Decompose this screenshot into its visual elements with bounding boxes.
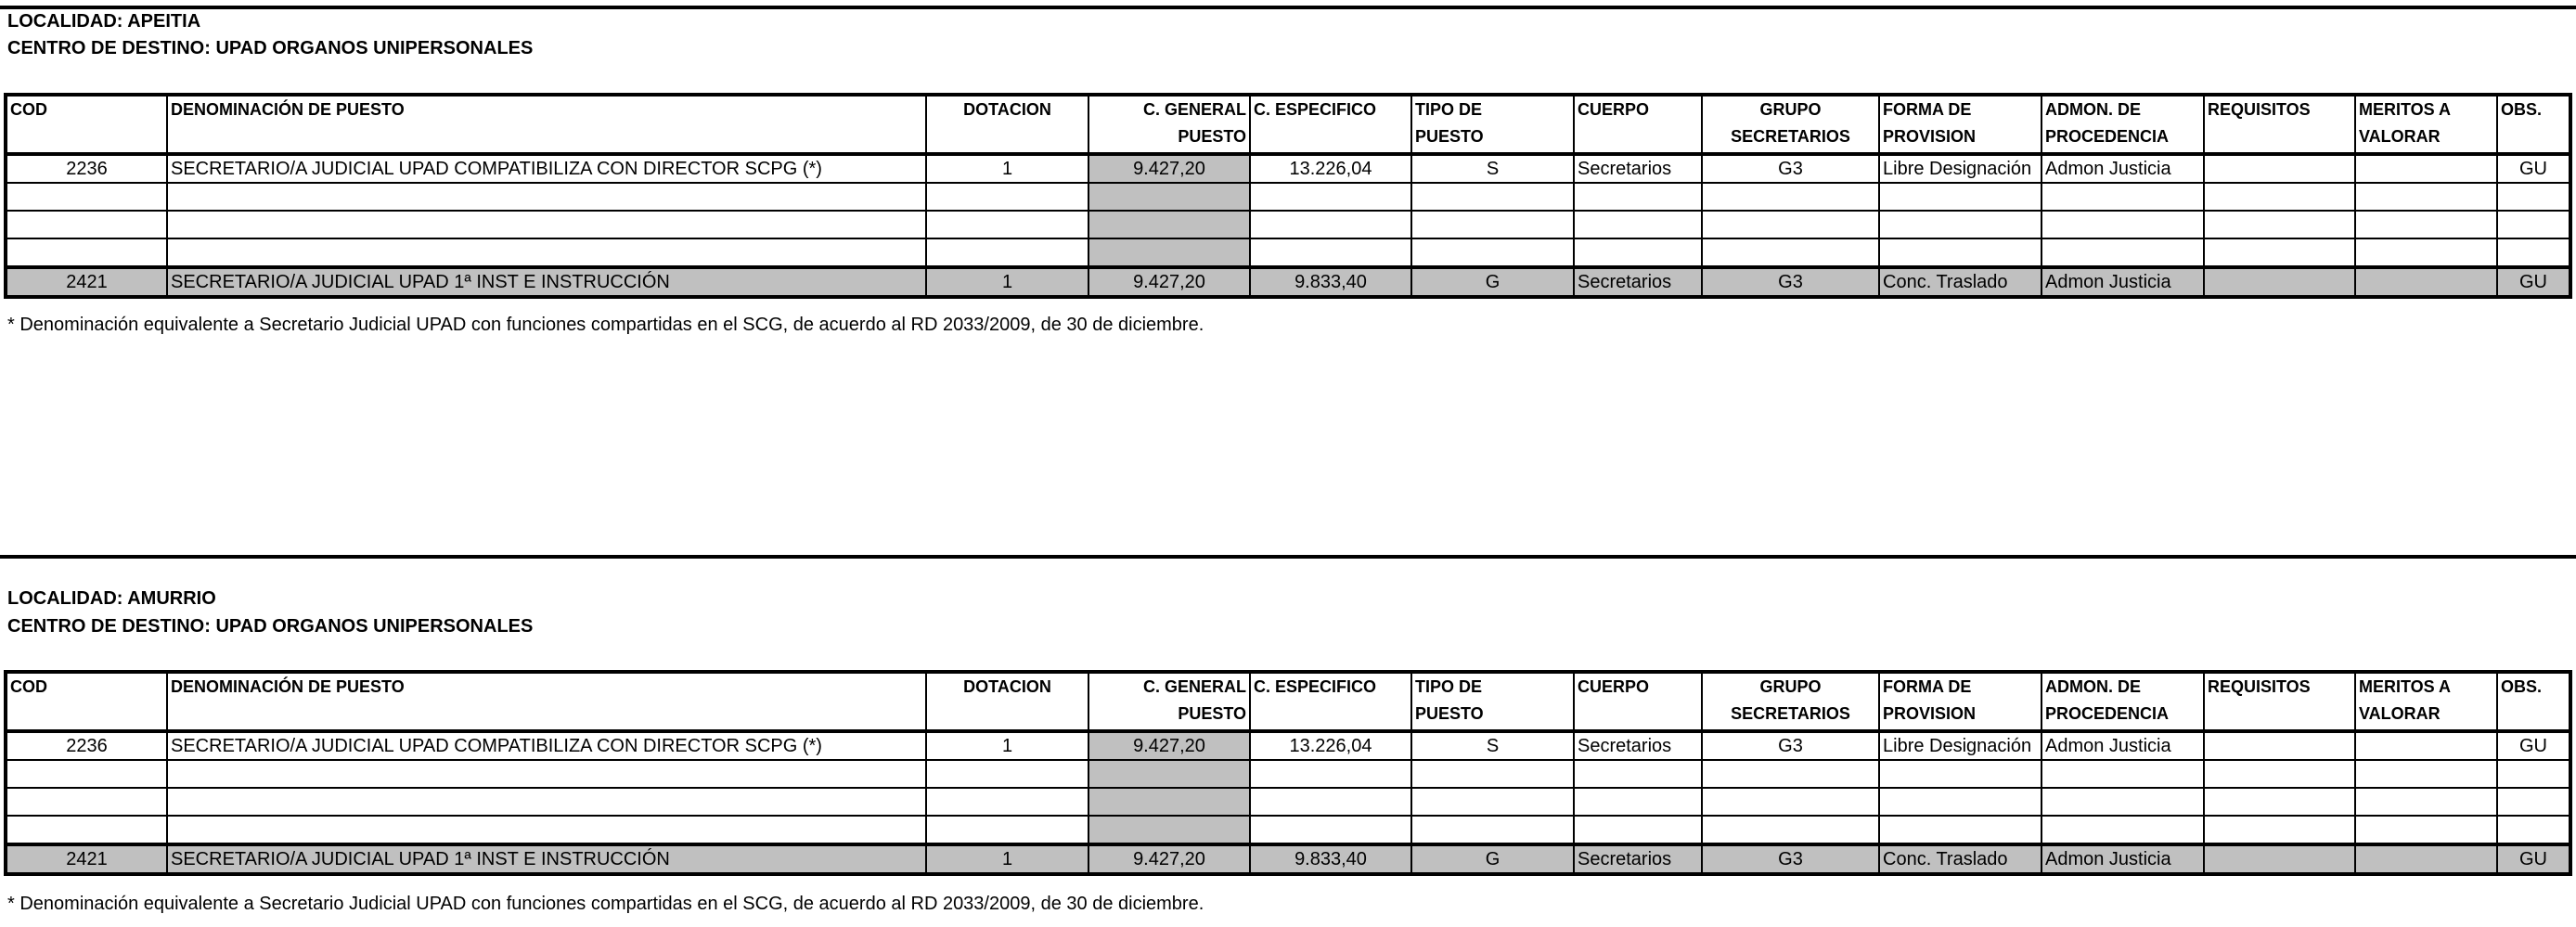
cell-obs: GU (2497, 267, 2570, 297)
col-header-c-especifico: C. ESPECIFICO (1250, 95, 1411, 154)
cell-c-especifico: 9.833,40 (1250, 844, 1411, 874)
col-header-tipo-line2: PUESTO (1415, 704, 1484, 723)
empty-cell (167, 816, 926, 844)
col-header-c-especifico: C. ESPECIFICO (1250, 672, 1411, 731)
cell-forma: Libre Designación (1879, 731, 2041, 760)
empty-cell (1411, 183, 1574, 211)
col-header-cuerpo: CUERPO (1574, 95, 1702, 154)
col-header-admon-line1: ADMON. DE (2045, 677, 2141, 696)
col-header-cod: COD (6, 95, 167, 154)
col-header-forma-line2: PROVISION (1883, 704, 1977, 723)
empty-cell (1250, 211, 1411, 238)
cell-denominacion: SECRETARIO/A JUDICIAL UPAD COMPATIBILIZA CON DIRECTOR SCPG (*) (167, 154, 926, 183)
empty-cell (2355, 816, 2497, 844)
empty-cell (1702, 211, 1879, 238)
col-header-grupo (1702, 95, 1879, 154)
empty-cell (2041, 760, 2204, 788)
empty-cell (2497, 816, 2570, 844)
empty-cell (1702, 816, 1879, 844)
cell-meritos (2355, 731, 2497, 760)
cell-c-general: 9.427,20 (1088, 267, 1250, 297)
footnote: * Denominación equivalente a Secretario Judicial UPAD con funciones compartidas en el SCG, de acuerdo al RD 2033/2009, de 30 de diciembre. (7, 894, 1204, 914)
cell-meritos (2355, 844, 2497, 874)
col-header-c-general (1088, 672, 1250, 731)
empty-cell (1574, 211, 1702, 238)
table-row-empty (6, 816, 2570, 844)
puestos-table (4, 670, 2572, 876)
table-row (6, 731, 2570, 760)
col-header-c-general-line1: C. GENERAL (1142, 677, 1246, 696)
empty-cell (926, 816, 1088, 844)
centro-destino-title: CENTRO DE DESTINO: UPAD ORGANOS UNIPERSONALES (7, 616, 534, 637)
col-header-dotacion: DOTACION (926, 672, 1088, 731)
empty-cell (6, 788, 167, 816)
empty-cell (6, 211, 167, 238)
empty-cell (1411, 760, 1574, 788)
col-header-dotacion: DOTACION (926, 95, 1088, 154)
table-row-empty (6, 238, 2570, 267)
empty-cell (1250, 816, 1411, 844)
col-header-admon-line1: ADMON. DE (2045, 100, 2141, 119)
col-header-obs: OBS. (2497, 672, 2570, 731)
cell-forma: Conc. Traslado (1879, 844, 2041, 874)
empty-cell (926, 788, 1088, 816)
table-row (6, 154, 2570, 183)
empty-cell (1879, 211, 2041, 238)
col-header-admon-line2: PROCEDENCIA (2045, 127, 2170, 146)
localidad-title: LOCALIDAD: APEITIA (7, 11, 201, 32)
col-header-forma (1879, 95, 2041, 154)
cell-c-especifico: 13.226,04 (1250, 731, 1411, 760)
empty-cell (1574, 816, 1702, 844)
cell-dotacion: 1 (926, 267, 1088, 297)
cell-tipo: G (1411, 844, 1574, 874)
cell-c-general: 9.427,20 (1088, 154, 1250, 183)
col-header-forma-line1: FORMA DE (1883, 100, 1972, 119)
empty-cell (2355, 760, 2497, 788)
empty-cell (926, 760, 1088, 788)
centro-destino-title: CENTRO DE DESTINO: UPAD ORGANOS UNIPERSONALES (7, 38, 534, 58)
table-header-row (6, 95, 2570, 154)
col-header-grupo (1702, 672, 1879, 731)
cell-denominacion: SECRETARIO/A JUDICIAL UPAD 1ª INST E INSTRUCCIÓN (167, 267, 926, 297)
cell-meritos (2355, 154, 2497, 183)
cell-cod: 2421 (6, 844, 167, 874)
cell-denominacion: SECRETARIO/A JUDICIAL UPAD 1ª INST E INSTRUCCIÓN (167, 844, 926, 874)
col-header-admon-line2: PROCEDENCIA (2045, 704, 2170, 723)
empty-cell (167, 788, 926, 816)
col-header-meritos (2355, 672, 2497, 731)
empty-cell (1088, 211, 1250, 238)
empty-cell (1574, 760, 1702, 788)
empty-cell (2041, 788, 2204, 816)
empty-cell (1250, 788, 1411, 816)
col-header-meritos-line1: MERITOS A (2359, 677, 2452, 696)
col-header-forma (1879, 672, 2041, 731)
col-header-grupo-line1: GRUPO (1759, 677, 1822, 696)
empty-cell (2497, 788, 2570, 816)
empty-cell (167, 238, 926, 267)
empty-cell (1879, 183, 2041, 211)
empty-cell (2041, 816, 2204, 844)
cell-requisitos (2204, 731, 2355, 760)
cell-cuerpo: Secretarios (1574, 267, 1702, 297)
cell-tipo: G (1411, 267, 1574, 297)
empty-cell (926, 238, 1088, 267)
cell-requisitos (2204, 154, 2355, 183)
col-header-admon (2041, 672, 2204, 731)
empty-cell (2204, 183, 2355, 211)
empty-cell (1702, 760, 1879, 788)
cell-admon: Admon Justicia (2041, 731, 2204, 760)
empty-cell (1879, 816, 2041, 844)
empty-cell (1574, 238, 1702, 267)
cell-cuerpo: Secretarios (1574, 731, 1702, 760)
empty-cell (2204, 788, 2355, 816)
cell-cod: 2421 (6, 267, 167, 297)
cell-c-general: 9.427,20 (1088, 844, 1250, 874)
empty-cell (2204, 816, 2355, 844)
col-header-meritos-line2: VALORAR (2359, 127, 2441, 146)
empty-cell (1702, 238, 1879, 267)
col-header-denominacion: DENOMINACIÓN DE PUESTO (167, 95, 926, 154)
empty-cell (6, 238, 167, 267)
cell-grupo: G3 (1702, 154, 1879, 183)
empty-cell (1879, 238, 2041, 267)
empty-cell (2355, 788, 2497, 816)
col-header-requisitos: REQUISITOS (2204, 95, 2355, 154)
empty-cell (1702, 183, 1879, 211)
col-header-c-general-line1: C. GENERAL (1142, 100, 1246, 119)
empty-cell (1879, 788, 2041, 816)
col-header-forma-line2: PROVISION (1883, 127, 1977, 146)
cell-obs: GU (2497, 731, 2570, 760)
footnote: * Denominación equivalente a Secretario Judicial UPAD con funciones compartidas en el SCG, de acuerdo al RD 2033/2009, de 30 de diciembre. (7, 315, 1204, 335)
empty-cell (6, 760, 167, 788)
cell-grupo: G3 (1702, 267, 1879, 297)
col-header-c-general-line2: PUESTO (1178, 704, 1246, 723)
cell-dotacion: 1 (926, 844, 1088, 874)
col-header-meritos-line1: MERITOS A (2359, 100, 2452, 119)
cell-tipo: S (1411, 154, 1574, 183)
empty-cell (2204, 760, 2355, 788)
col-header-tipo (1411, 95, 1574, 154)
empty-cell (1411, 211, 1574, 238)
cell-denominacion: SECRETARIO/A JUDICIAL UPAD COMPATIBILIZA CON DIRECTOR SCPG (*) (167, 731, 926, 760)
empty-cell (1250, 183, 1411, 211)
empty-cell (1088, 760, 1250, 788)
empty-cell (1088, 816, 1250, 844)
col-header-meritos (2355, 95, 2497, 154)
cell-tipo: S (1411, 731, 1574, 760)
cell-cod: 2236 (6, 731, 167, 760)
table-row-empty (6, 211, 2570, 238)
col-header-obs: OBS. (2497, 95, 2570, 154)
col-header-tipo-line1: TIPO DE (1415, 677, 1483, 696)
col-header-meritos-line2: VALORAR (2359, 704, 2441, 723)
col-header-tipo (1411, 672, 1574, 731)
cell-c-especifico: 9.833,40 (1250, 267, 1411, 297)
cell-meritos (2355, 267, 2497, 297)
table-row-empty (6, 183, 2570, 211)
cell-grupo: G3 (1702, 731, 1879, 760)
col-header-forma-line1: FORMA DE (1883, 677, 1972, 696)
cell-requisitos (2204, 267, 2355, 297)
empty-cell (2041, 211, 2204, 238)
empty-cell (1702, 788, 1879, 816)
empty-cell (1250, 238, 1411, 267)
empty-cell (1088, 238, 1250, 267)
table-header-row (6, 672, 2570, 731)
empty-cell (1250, 760, 1411, 788)
empty-cell (926, 183, 1088, 211)
puestos-table (4, 93, 2572, 299)
empty-cell (2355, 211, 2497, 238)
empty-cell (6, 183, 167, 211)
col-header-grupo-line1: GRUPO (1759, 100, 1822, 119)
empty-cell (2041, 183, 2204, 211)
section-divider (0, 6, 2576, 9)
cell-forma: Libre Designación (1879, 154, 2041, 183)
col-header-cuerpo: CUERPO (1574, 672, 1702, 731)
col-header-requisitos: REQUISITOS (2204, 672, 2355, 731)
cell-cuerpo: Secretarios (1574, 154, 1702, 183)
cell-dotacion: 1 (926, 731, 1088, 760)
cell-admon: Admon Justicia (2041, 154, 2204, 183)
empty-cell (2355, 183, 2497, 211)
col-header-admon (2041, 95, 2204, 154)
cell-cod: 2236 (6, 154, 167, 183)
cell-c-general: 9.427,20 (1088, 731, 1250, 760)
empty-cell (2204, 238, 2355, 267)
col-header-grupo-line2: SECRETARIOS (1731, 127, 1850, 146)
empty-cell (2497, 760, 2570, 788)
col-header-cod: COD (6, 672, 167, 731)
empty-cell (2497, 238, 2570, 267)
cell-requisitos (2204, 844, 2355, 874)
empty-cell (2497, 183, 2570, 211)
empty-cell (1411, 816, 1574, 844)
cell-admon: Admon Justicia (2041, 844, 2204, 874)
empty-cell (2355, 238, 2497, 267)
empty-cell (1411, 788, 1574, 816)
empty-cell (1088, 788, 1250, 816)
empty-cell (167, 211, 926, 238)
empty-cell (167, 183, 926, 211)
empty-cell (6, 816, 167, 844)
col-header-c-general (1088, 95, 1250, 154)
empty-cell (1574, 788, 1702, 816)
table-row-empty (6, 788, 2570, 816)
cell-grupo: G3 (1702, 844, 1879, 874)
cell-forma: Conc. Traslado (1879, 267, 2041, 297)
col-header-grupo-line2: SECRETARIOS (1731, 704, 1850, 723)
empty-cell (926, 211, 1088, 238)
empty-cell (1879, 760, 2041, 788)
table-row (6, 267, 2570, 297)
cell-c-especifico: 13.226,04 (1250, 154, 1411, 183)
cell-cuerpo: Secretarios (1574, 844, 1702, 874)
col-header-c-general-line2: PUESTO (1178, 127, 1246, 146)
empty-cell (2497, 211, 2570, 238)
cell-admon: Admon Justicia (2041, 267, 2204, 297)
empty-cell (2204, 211, 2355, 238)
table-row-empty (6, 760, 2570, 788)
col-header-denominacion: DENOMINACIÓN DE PUESTO (167, 672, 926, 731)
col-header-tipo-line2: PUESTO (1415, 127, 1484, 146)
cell-dotacion: 1 (926, 154, 1088, 183)
empty-cell (167, 760, 926, 788)
empty-cell (2041, 238, 2204, 267)
empty-cell (1411, 238, 1574, 267)
empty-cell (1088, 183, 1250, 211)
localidad-title: LOCALIDAD: AMURRIO (7, 588, 216, 609)
col-header-tipo-line1: TIPO DE (1415, 100, 1483, 119)
cell-obs: GU (2497, 154, 2570, 183)
empty-cell (1574, 183, 1702, 211)
cell-obs: GU (2497, 844, 2570, 874)
table-row (6, 844, 2570, 874)
section-divider (0, 555, 2576, 559)
